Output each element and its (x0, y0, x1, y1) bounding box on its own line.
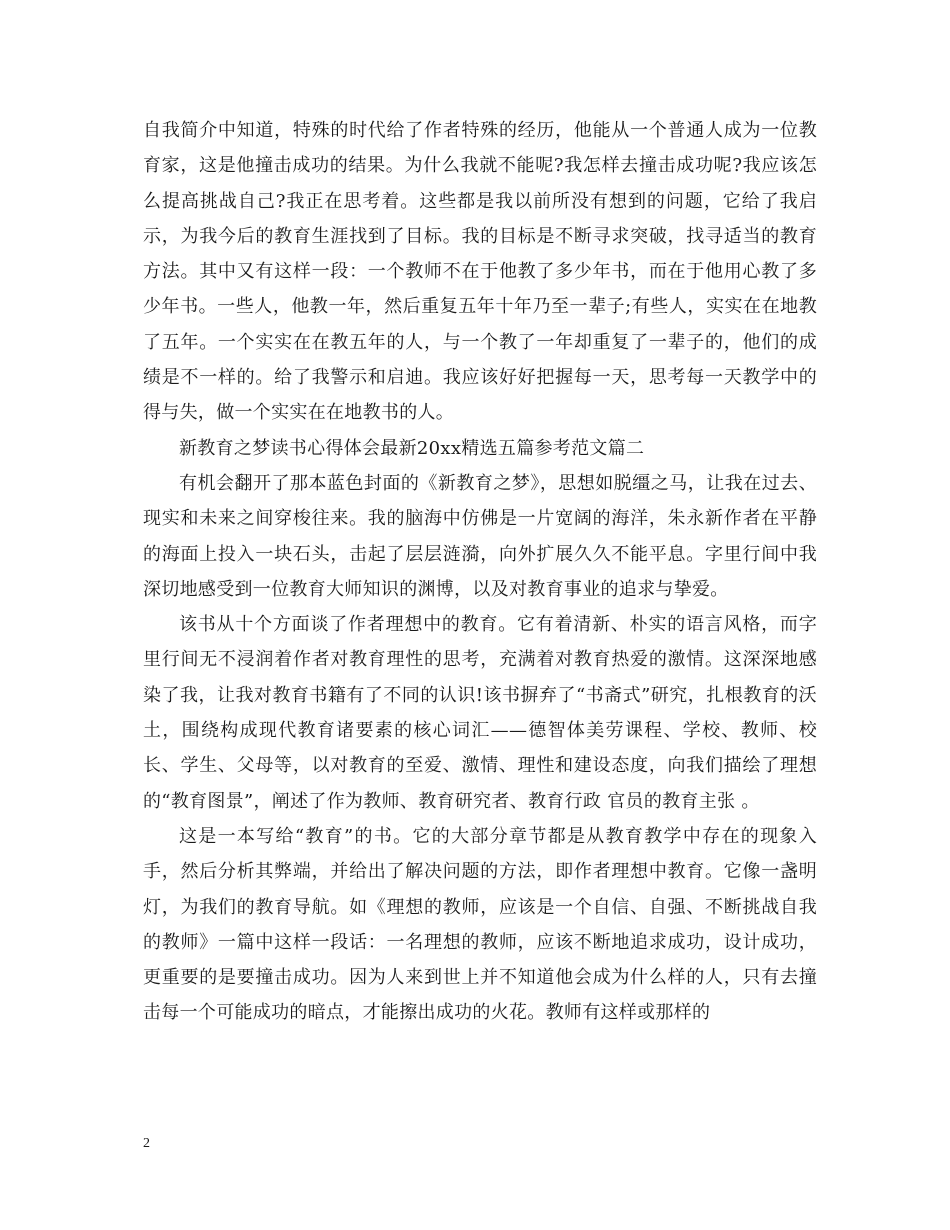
article-subtitle: 新教育之梦读书心得体会最新20xx精选五篇参考范文篇二 (179, 437, 645, 459)
paragraph-1: 自我简介中知道，特殊的时代给了作者特殊的经历，他能从一个普通人成为一位教育家，这是他撞击成功的结果。为什么我就不能呢?我怎样去撞击成功呢?我应该怎么提高挑战自己?我正在思考着。这些都是我以前所没有想到的问题，它给了我启示，为我今后的教育生涯找到了目标。我的目标是不断寻求突破，找寻适当的教育方法。其中又有这样一段：一个教师不在于他教了多少年书，而在于他用心教了多少年书。一些人，他教一年，然后重复五年十年乃至一辈子;有些人，实实在在地教了五年。一个实实在在教五年的人，与一个教了一年却重复了一辈子的，他们的成绩是不一样的。给了我警示和启迪。我应该好好把握每一天，思考每一天教学中的得与失，做一个实实在在地教书的人。 (143, 120, 817, 424)
body-text (143, 113, 817, 1031)
page-number: 2 (143, 1136, 150, 1151)
paragraph-4: 这是一本写给“教育”的书。它的大部分章节都是从教育教学中存在的现象入手，然后分析其弊端，并给出了解决问题的方法，即作者理想中教育。它像一盏明灯，为我们的教育导航。如《理想的教师，应该是一个自信、自强、不断挑战自我的教师》一篇中这样一段话：一名理想的教师，应该不断地追求成功，设计成功，更重要的是要撞击成功。因为人来到世上并不知道他会成为什么样的人，只有去撞击每一个可能成功的暗点，才能擦出成功的火花。教师有这样或那样的 (143, 825, 817, 1024)
paragraph-3: 该书从十个方面谈了作者理想中的教育。它有着清新、朴实的语言风格，而字里行间无不浸润着作者对教育理性的思考，充满着对教育热爱的激情。这深深地感染了我，让我对教育书籍有了不同的认识!该书摒弃了“书斋式”研究，扎根教育的沃土，围绕构成现代教育诸要素的核心词汇——德智体美劳课程、学校、教师、校长、学生、父母等，以对教育的至爱、激情、理性和建设态度，向我们描绘了理想的“教育图景”，阐述了作为教师、教育研究者、教育行政 官员的教育主张 。 (143, 614, 817, 812)
paragraph-2: 有机会翻开了那本蓝色封面的《新教育之梦》，思想如脱缰之马，让我在过去、现实和未来之间穿梭往来。我的脑海中仿佛是一片宽阔的海洋，朱永新作者在平静的海面上投入一块石头，击起了层层涟漪，向外扩展久久不能平息。字里行间中我深切地感受到一位教育大师知识的渊博，以及对教育事业的追求与挚爱。 (143, 472, 817, 600)
